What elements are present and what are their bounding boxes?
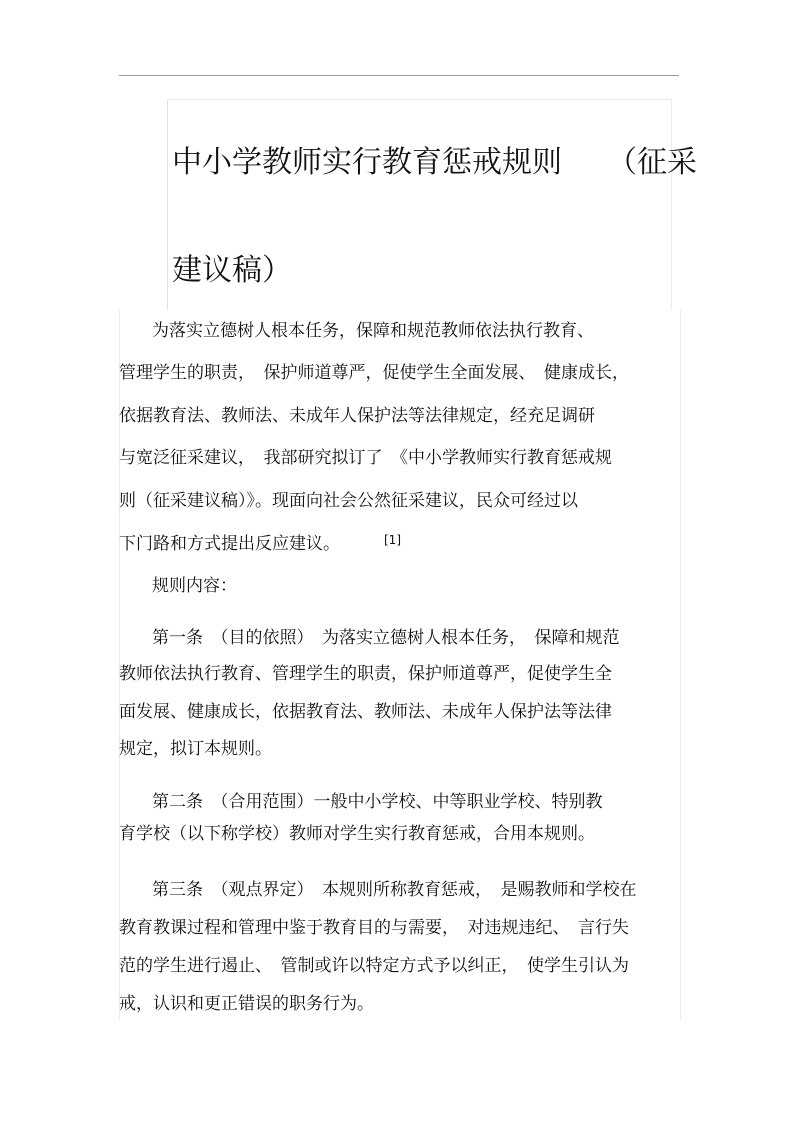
article-1-line: 教师依法执行教育、管理学生的职责，保护师道尊严，促使学生全	[119, 664, 612, 684]
article-3-line: 教育教课过程和管理中鉴于教育目的与需要， 对违规违纪、 言行失	[119, 918, 629, 938]
intro-line: 管理学生的职责， 保护师道尊严，促使学生全面发展、 健康成长，	[119, 363, 629, 383]
article-2-line: 育学校（以下称学校）教师对学生实行教育惩戒，合用本规则。	[119, 824, 595, 844]
document-title-line-1: 中小学教师实行教育惩戒规则 （征采	[172, 145, 697, 180]
article-2-line: 第二条 （合用范围）一般中小学校、中等职业学校、特别教	[152, 792, 603, 812]
top-rule	[119, 75, 679, 76]
article-3-line: 范的学生进行遏止、 管制或许以特定方式予以纠正， 使学生引认为	[119, 956, 629, 976]
intro-line: 下门路和方式提出反应建议。	[119, 534, 340, 554]
footnote-reference[interactable]: [1]	[384, 533, 401, 547]
intro-line: 依据教育法、教师法、未成年人保护法等法律规定，经充足调研	[119, 406, 595, 426]
article-1-line: 第一条 （目的依照） 为落实立德树人根本任务， 保障和规范	[152, 628, 620, 648]
intro-line: 为落实立德树人根本任务，保障和规范教师依法执行教育、	[152, 321, 594, 341]
article-3-line: 戒，认识和更正错误的职务行为。	[119, 994, 374, 1014]
document-title-line-2: 建议稿）	[172, 253, 292, 288]
intro-line: 与宽泛征采建议， 我部研究拟订了 《中小学教师实行教育惩戒规	[119, 448, 612, 468]
rules-heading: 规则内容：	[152, 576, 237, 596]
article-1-line: 面发展、健康成长，依据教育法、教师法、未成年人保护法等法律	[119, 702, 612, 722]
article-1-line: 规定，拟订本规则。	[119, 739, 272, 759]
intro-line: 则（征采建议稿）》。现面向社会公然征采建议，民众可经过以	[119, 491, 578, 511]
article-3-line: 第三条 （观点界定） 本规则所称教育惩戒， 是赐教师和学校在	[152, 880, 637, 900]
